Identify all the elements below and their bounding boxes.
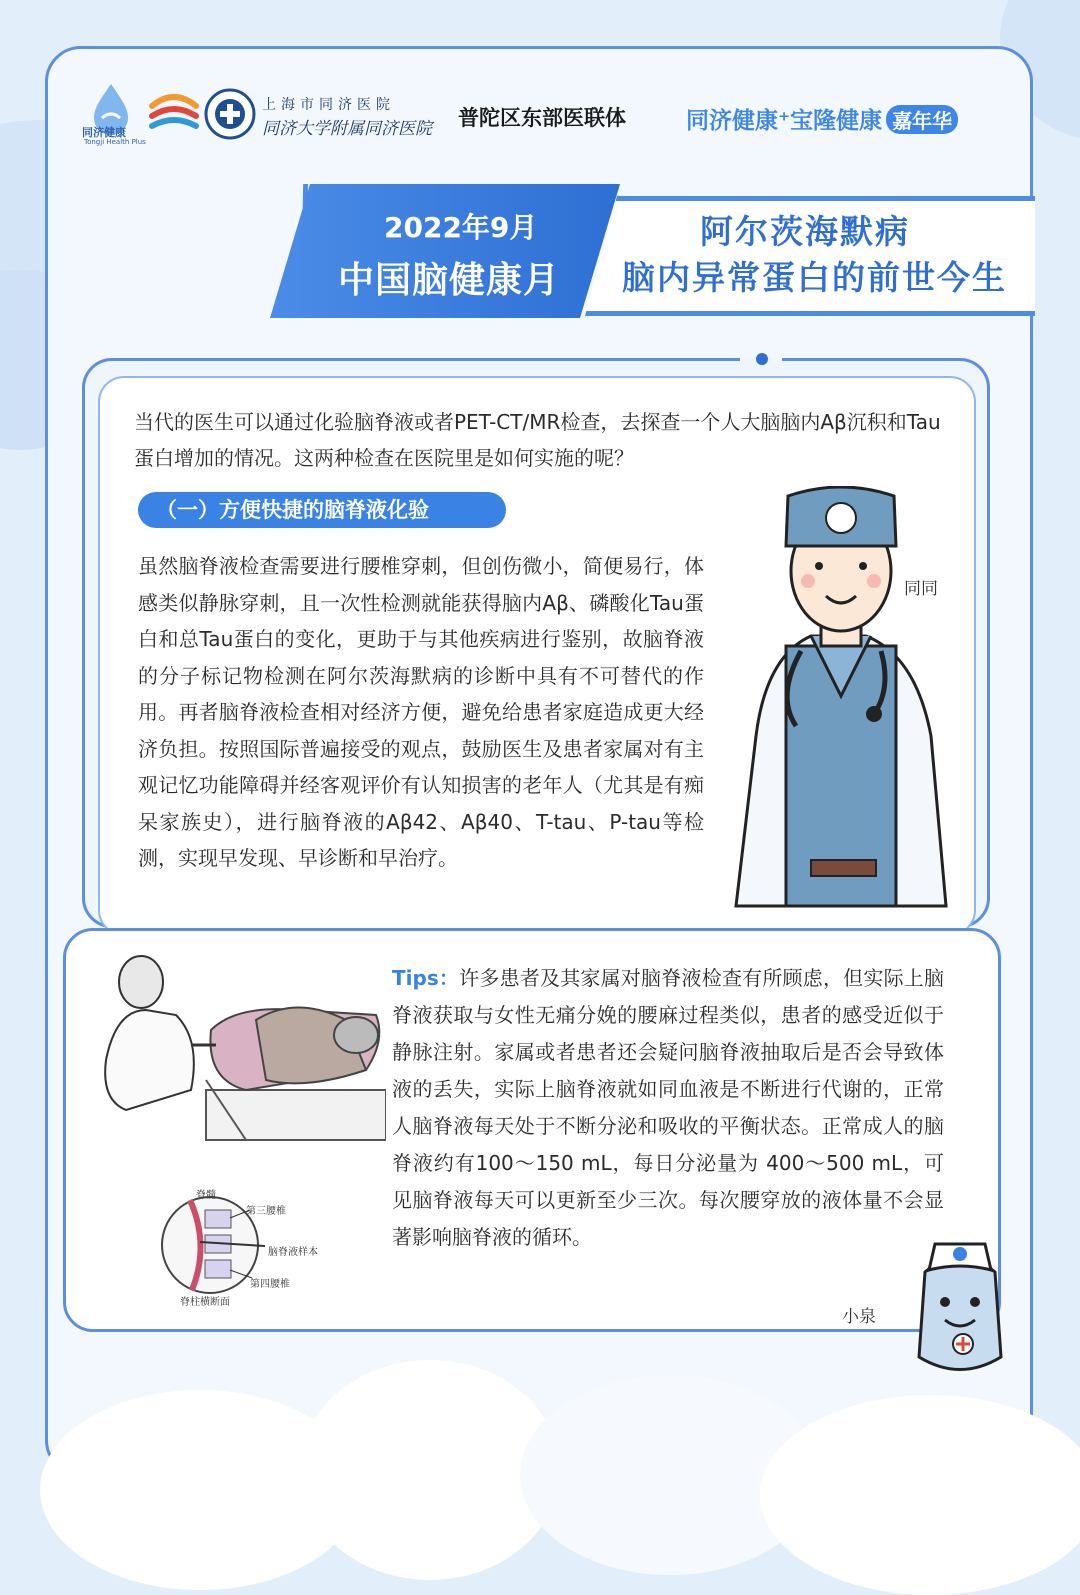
brand-text — [686, 102, 958, 135]
hospital-seal-icon — [204, 88, 256, 140]
brand-main: 同济健康⁺宝隆健康 — [686, 108, 883, 134]
page-title-line1: 阿尔茨海默病 — [700, 212, 910, 251]
tips-label: Tips： — [392, 966, 460, 990]
label-l4: 第四腰椎 — [250, 1279, 290, 1290]
logo-tongji-text: 同济健康 — [82, 126, 126, 139]
brand-badge: 嘉年华 — [886, 105, 958, 134]
alliance-name: 普陀区东部医联体 — [458, 105, 626, 130]
mascot-name: 小泉 — [842, 1307, 876, 1327]
banner-date: 2022年9月 — [384, 211, 538, 244]
hospital-name-line2: 同济大学附属同济医院 — [262, 119, 432, 139]
mascot-droplet-illustration — [905, 1232, 1015, 1382]
section-body: 虽然脑脊液检查需要进行腰椎穿刺，但创伤微小，简便易行，体感类似静脉穿刺，且一次性检测就能获得脑内Aβ、磷酸化Tau蛋白和总Tau蛋白的变化，更助于与其他疾病进行鉴别，故脑脊液的分子标记物检测在阿尔茨海默病的诊断中具有不可替代的作用。再者脑脊液检查相对经济方便，避免给患者家庭造成更大经济负担。按照国际普遍接受的观点，鼓励医生及患者家属对有主观记忆功能障碍并经客观评价有认知损害的老年人（尤其是有痴呆家族史），进行脑脊液的Aβ42、Aβ40、T-tau、P-tau等检测，实现早发现、早诊断和早治疗。 — [138, 554, 704, 870]
hospital-name-line1: 上海市同济医院 — [262, 97, 395, 113]
cloud-bottom-4 — [760, 1395, 1080, 1595]
label-cross-section: 脊柱横断面 — [180, 1297, 230, 1308]
label-l3: 第三腰椎 — [246, 1206, 286, 1217]
tips-body: 许多患者及其家属对脑脊液检查有所顾虑，但实际上脑脊液获取与女性无痛分娩的腰麻过程类似，患者的感受近似于静脉注射。家属或者患者还会疑问脑脊液抽取后是否会导致体液的丢失，实际上脑脊液就如同血液是不断进行代谢的，正常人脑脊液每天处于不断分泌和吸收的平衡状态。正常成人的脑脊液约有100～150 mL，每日分泌量为 400～500 mL，可见脑脊液每天可以更新至少三次。每次腰穿放的液体量不会显著影响脑脊液的循环。 — [392, 966, 945, 1249]
card-dot — [756, 353, 768, 365]
swirl-logo-icon — [146, 86, 202, 142]
label-csf-sample: 脑脊液样本 — [268, 1247, 318, 1258]
logo-tongji-subtext: Tongji Health Plus — [84, 138, 146, 146]
doctor-name: 同同 — [904, 579, 938, 599]
page-title-line2: 脑内异常蛋白的前世今生 — [622, 258, 1007, 297]
section-heading: （一）方便快捷的脑脊液化验 — [138, 492, 506, 528]
label-spinal-cord: 脊髓 — [196, 1190, 216, 1201]
lumbar-puncture-illustration — [96, 950, 386, 1150]
intro-paragraph: 当代的医生可以通过化验脑脊液或者PET-CT/MR检查，去探查一个人大脑脑内Aβ沉积和Tau蛋白增加的情况。这两种检查在医院里是如何实施的呢？ — [134, 410, 941, 470]
spine-cross-section-diagram — [160, 1180, 360, 1310]
header-logos — [80, 80, 1010, 160]
tips-paragraph — [392, 960, 944, 1256]
doctor-illustration — [716, 486, 956, 926]
banner-month-title: 中国脑健康月 — [338, 260, 561, 301]
